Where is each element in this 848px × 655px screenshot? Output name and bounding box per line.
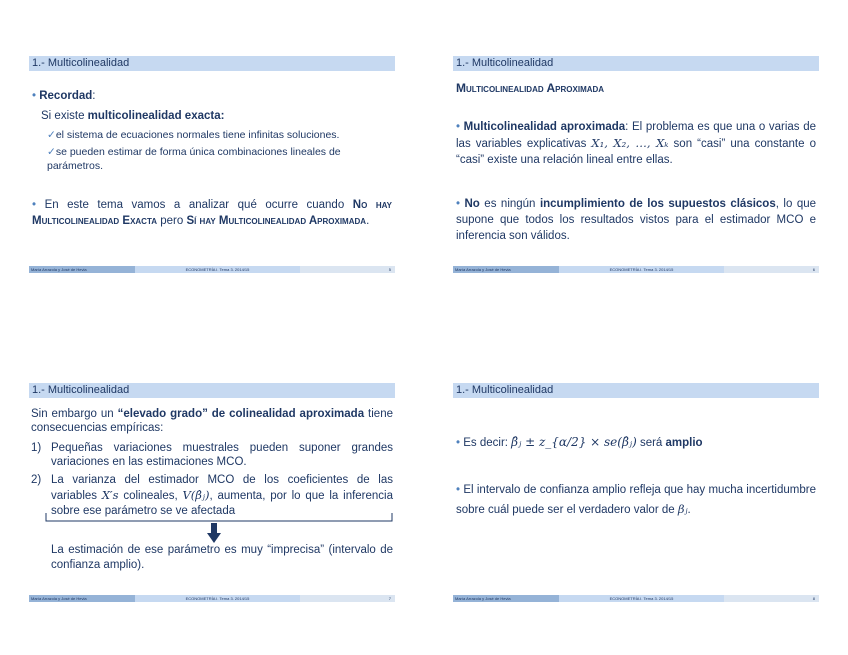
slide-6 (453, 56, 819, 296)
item-1-number: 1) (31, 442, 42, 454)
footer-page: 6 (724, 266, 819, 273)
footer-page: 8 (724, 595, 819, 602)
slide-header: 1.- Multicolinealidad (453, 56, 819, 71)
footer-mid: ECONOMETRÍA I. Tema 3. 2014/15 (135, 266, 300, 273)
p2-end: . (687, 504, 691, 516)
p1-bold: Multicolinealidad aproximada (463, 121, 626, 133)
item-1: Pequeñas variaciones muestrales pueden suponer grandes variaciones en las estimaciones MCO. (51, 442, 393, 468)
bullet-icon: • (456, 437, 461, 449)
footer-mid: ECONOMETRÍA I. Tema 3. 2014/15 (135, 595, 300, 602)
slide-7 (29, 383, 395, 623)
paragraph-2 (456, 481, 816, 520)
footer-page: 5 (300, 266, 395, 273)
p2-d: Sí hay Multicolinealidad Aproximada (186, 215, 367, 227)
paragraph-2 (32, 197, 392, 229)
paragraph-2 (456, 196, 816, 244)
p2-e: . (366, 215, 370, 227)
footer-left: María Arrazola y José de Hevia (453, 595, 559, 602)
si-existe-bold: multicolinealidad exacta: (87, 110, 225, 122)
p2-b: , lo que supone que todos los resultados vistos para el estimador MCO e inferencia son válidos. (456, 198, 817, 242)
es-decir-line (456, 433, 703, 452)
item-2-number: 2) (31, 474, 42, 486)
footer-mid: ECONOMETRÍA I. Tema 3. 2014/15 (559, 595, 724, 602)
slide-footer (453, 595, 819, 602)
bullet-icon: • (456, 121, 461, 133)
slide-header: 1.- Multicolinealidad (29, 56, 395, 71)
es-decir: Es decir: (463, 437, 512, 449)
amplio: amplio (665, 437, 703, 449)
brace-arrow-icon (29, 511, 395, 547)
footer-left: María Arrazola y José de Hevia (29, 266, 135, 273)
recordad-line (32, 89, 95, 104)
footer-left: María Arrazola y José de Hevia (453, 266, 559, 273)
item2-math2: V(β̂ⱼ) (182, 488, 210, 502)
p2-bold2: incumplimiento de los supuestos clásicos (539, 198, 776, 210)
p2-text: El intervalo de confianza amplio refleja que hay mucha incertidumbre sobre cuál puede ser el verdadero valor de (456, 484, 816, 516)
item2-c: , aumenta, por lo que la inferencia sobre ese parámetro se ve afectada (51, 490, 393, 517)
colon: : (92, 90, 96, 102)
item2-a: La varianza del estimador MCO de los coeficientes de las variables (51, 474, 393, 502)
bullet-icon: • (32, 199, 37, 211)
slide-footer (29, 266, 395, 273)
footer-page: 7 (300, 595, 395, 602)
footer-left: María Arrazola y José de Hevia (29, 595, 135, 602)
item2-math: X′s (101, 488, 119, 502)
check-text: el sistema de ecuaciones normales tiene infinitas soluciones. (55, 129, 340, 141)
check-icon: ✓ (47, 146, 56, 158)
slide-header: 1.- Multicolinealidad (453, 383, 819, 398)
slide-8 (453, 383, 819, 623)
intro-paragraph (31, 407, 393, 435)
bullet-icon: • (456, 484, 461, 496)
check-text: se pueden estimar de forma única combinaciones lineales de parámetros. (47, 146, 341, 172)
p1-rest-b: son “casi” una constante o “casi” existe una relación lineal entre ellas. (456, 138, 816, 166)
footer-mid: ECONOMETRÍA I. Tema 3. 2014/15 (559, 266, 724, 273)
formula: β̂ⱼ ± z_{α/2} × se(β̂ⱼ) (511, 435, 637, 449)
intro-bold: “elevado grado” de colinealidad aproximada (117, 408, 365, 420)
p2-a: En este tema vamos a analizar qué ocurre cuando (44, 199, 353, 211)
p2-c: pero (157, 215, 187, 227)
check-item-2 (47, 145, 377, 173)
conclusion: La estimación de ese parámetro es muy “imprecisa” (intervalo de confianza amplio). (51, 544, 393, 571)
intro-b: tiene consecuencias empíricas: (31, 408, 393, 434)
bullet-icon: • (32, 90, 37, 102)
p2-math: βⱼ (677, 502, 688, 516)
slide-subtitle: Multicolinealidad Aproximada (456, 81, 605, 95)
slide-header: 1.- Multicolinealidad (29, 383, 395, 398)
check-item-1 (47, 128, 387, 142)
intro-a: Sin embargo un (31, 408, 118, 420)
p1-rest-a: : El problema es que una o varias de las variables explicativas (456, 121, 816, 150)
p2-b: No hay Multicolinealidad Exacta (32, 199, 392, 227)
check-icon: ✓ (47, 129, 56, 141)
slide-footer (29, 595, 395, 602)
si-existe-line (41, 109, 224, 124)
bullet-icon: • (456, 198, 461, 210)
slide-5 (29, 56, 395, 296)
si-existe-prefix: Si existe (41, 110, 88, 122)
item2-b: colineales, (118, 490, 183, 502)
slide-footer (453, 266, 819, 273)
p2-bold1: No (464, 198, 480, 210)
p2-a: es ningún (479, 198, 540, 210)
recordad-label: Recordad (39, 90, 93, 102)
paragraph-1 (456, 119, 816, 168)
sera: será (636, 437, 666, 449)
p1-math: X₁, X₂, …, Xₖ (591, 136, 669, 150)
